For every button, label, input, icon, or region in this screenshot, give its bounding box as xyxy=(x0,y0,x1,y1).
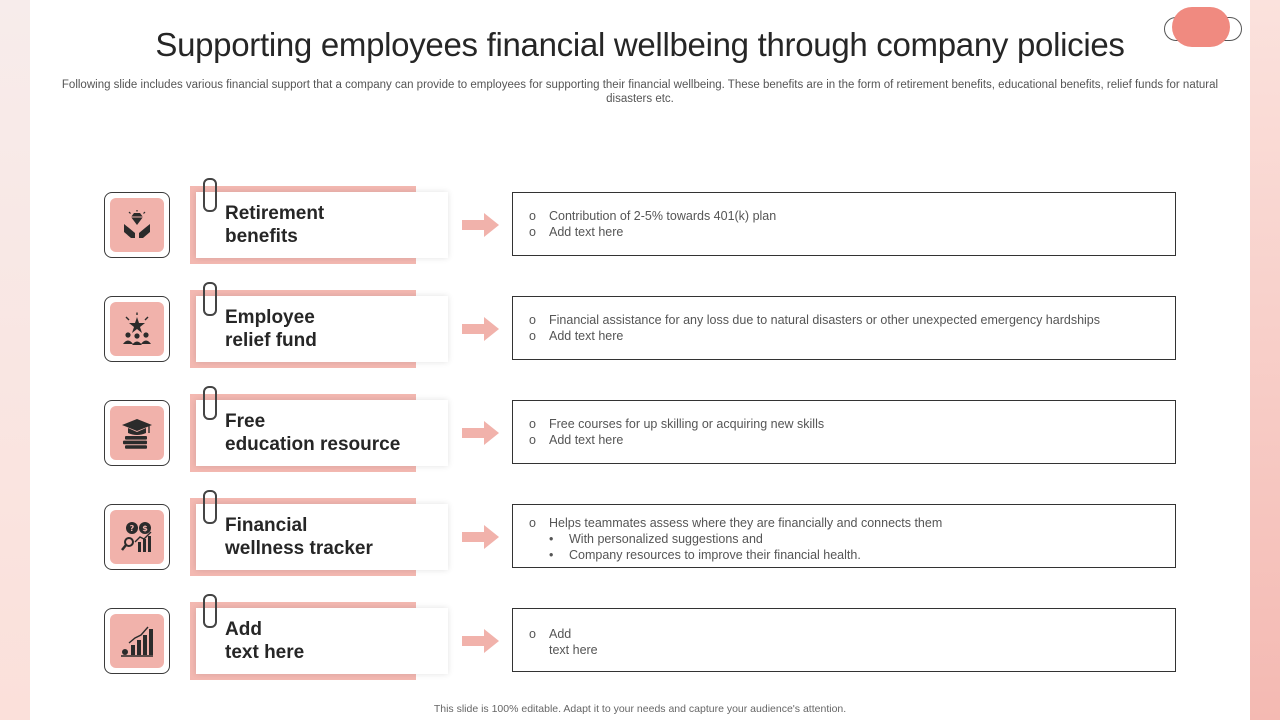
benefit-row xyxy=(0,192,1280,280)
page-title: Supporting employees financial wellbeing through company policies xyxy=(155,26,1125,63)
footer-note: This slide is 100% editable. Adapt it to your needs and capture your audience's attention. xyxy=(433,703,847,715)
svg-text:$: $ xyxy=(142,524,148,533)
page-subtitle: Following slide includes various financial support that a company can provide to employees for supporting their financial wellbeing. These benefits are in the form of retirement benefits, educational benefits, relief funds for natural disasters etc. xyxy=(61,79,1219,105)
benefit-title-line2: wellness tracker xyxy=(225,538,373,559)
benefit-description: o Financial assistance for any loss due to natural disasters or other unexpected emergency hardships o Add text here xyxy=(512,296,1176,360)
benefit-title-line2: education resource xyxy=(225,434,401,455)
icon-frame xyxy=(104,400,170,466)
paperclip-icon xyxy=(203,282,217,316)
description-subline: Company resources to improve their financial health. xyxy=(569,548,861,562)
graduation-books-icon xyxy=(120,416,154,450)
arrow-right-icon xyxy=(462,626,500,656)
arrow-right-icon xyxy=(462,522,500,552)
paperclip-icon xyxy=(203,386,217,420)
description-line: Financial assistance for any loss due to natural disasters or other unexpected emergency hardships xyxy=(549,313,1100,327)
arrow-right-icon xyxy=(462,210,500,240)
benefit-description: o Free courses for up skilling or acquiring new skills o Add text here xyxy=(512,400,1176,464)
benefit-title-line2: relief fund xyxy=(225,330,317,351)
arrow-right-icon xyxy=(462,314,500,344)
svg-text:?: ? xyxy=(129,524,135,533)
benefit-row xyxy=(0,296,1280,384)
benefit-row xyxy=(0,400,1280,488)
benefit-card xyxy=(196,504,448,570)
description-line: Add text here xyxy=(549,433,624,447)
description-line: Add text here xyxy=(549,329,624,343)
benefit-row xyxy=(0,608,1280,696)
benefit-card xyxy=(196,608,448,674)
finance-growth-icon xyxy=(120,520,154,554)
icon-frame xyxy=(104,608,170,674)
paperclip-icon xyxy=(203,594,217,628)
description-subline: With personalized suggestions and xyxy=(569,532,763,546)
benefit-title-line2: text here xyxy=(225,642,305,663)
benefit-title-line1: Free xyxy=(225,411,266,432)
benefit-title-line2: benefits xyxy=(225,226,298,247)
description-line: Add xyxy=(549,627,572,641)
benefit-description: o Helps teammates assess where they are financially and connects them • With personalized suggestions and • Company resources to improve their financial health. xyxy=(512,504,1176,568)
paperclip-icon xyxy=(203,178,217,212)
paperclip-icon xyxy=(203,490,217,524)
icon-frame xyxy=(104,296,170,362)
description-line: Helps teammates assess where they are financially and connects them xyxy=(549,516,943,530)
benefit-card xyxy=(196,400,448,466)
arrow-right-icon xyxy=(462,418,500,448)
diamond-hands-icon xyxy=(120,208,154,242)
benefit-card xyxy=(196,192,448,258)
description-line: Add text here xyxy=(549,225,624,239)
benefit-title-line1: Add xyxy=(225,619,262,640)
icon-frame xyxy=(104,192,170,258)
team-star-icon xyxy=(120,312,154,346)
description-line: Contribution of 2-5% towards 401(k) plan xyxy=(549,209,777,223)
bar-chart-icon xyxy=(120,624,154,658)
benefit-title-line1: Financial xyxy=(225,515,308,536)
benefit-description: o Add text here xyxy=(512,608,1176,672)
description-line: text here xyxy=(549,643,598,657)
benefit-title-line1: Employee xyxy=(225,307,315,328)
icon-frame xyxy=(104,504,170,570)
benefit-title-line1: Retirement xyxy=(225,203,325,224)
benefit-card xyxy=(196,296,448,362)
benefit-row xyxy=(0,504,1280,592)
description-line: Free courses for up skilling or acquiring new skills xyxy=(549,417,825,431)
benefit-description: o Contribution of 2-5% towards 401(k) plan o Add text here xyxy=(512,192,1176,256)
